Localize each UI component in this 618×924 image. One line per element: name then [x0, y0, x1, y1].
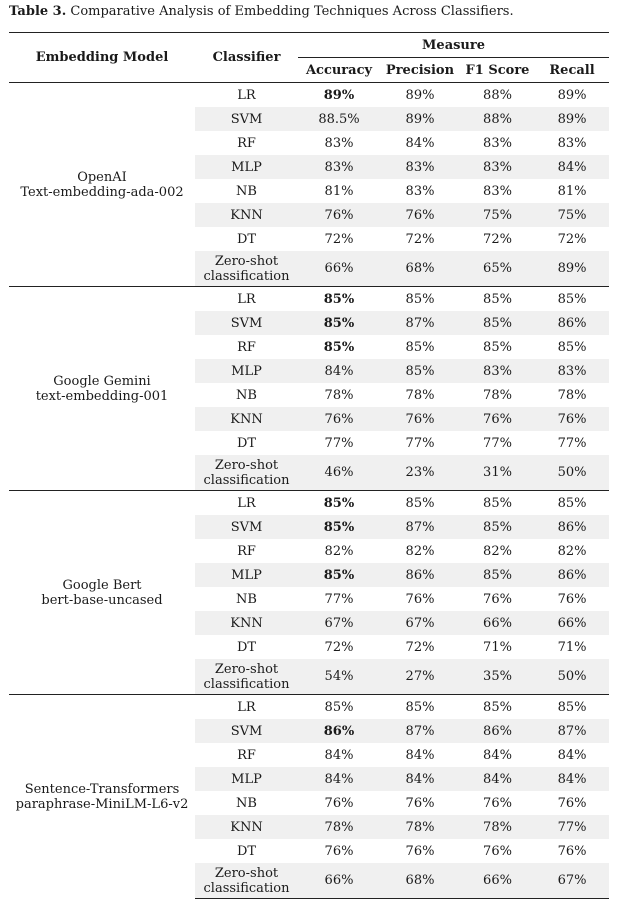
classifier-name: KNN	[230, 819, 263, 835]
precision-cell: 23%	[380, 455, 460, 491]
classifier-name: classification	[203, 268, 290, 284]
classifier-cell	[195, 611, 298, 635]
recall-cell: 85%	[535, 695, 609, 720]
recall-cell: 77%	[557, 435, 587, 451]
accuracy-cell: 77%	[324, 591, 354, 607]
precision-cell: 87%	[380, 515, 460, 539]
accuracy-cell: 67%	[298, 611, 380, 635]
header-precision: Precision	[380, 58, 460, 83]
recall-cell: 67%	[535, 863, 609, 899]
recall-cell: 71%	[557, 639, 587, 655]
f1-score-cell: 85%	[483, 339, 512, 355]
recall-cell: 75%	[535, 203, 609, 227]
classifier-name: MLP	[231, 363, 262, 379]
recall-cell: 76%	[557, 591, 587, 607]
recall-cell: 84%	[535, 155, 609, 179]
accuracy-cell: 85%	[298, 491, 380, 516]
classifier-name: NB	[236, 591, 257, 607]
table-body	[9, 83, 609, 899]
recall-cell: 87%	[535, 719, 609, 743]
embedding-model-cell	[9, 287, 195, 491]
classifier-cell	[195, 179, 298, 203]
classifier-cell	[195, 203, 298, 227]
recall-cell: 84%	[557, 747, 587, 763]
classifier-cell	[195, 107, 298, 131]
header-measure: Measure	[298, 33, 609, 58]
f1-score-cell: 83%	[460, 359, 535, 383]
embedding-model-name: Google Gemini	[53, 373, 151, 389]
classifier-name: LR	[237, 291, 256, 307]
embedding-model-name: bert-base-uncased	[41, 592, 163, 608]
classifier-cell	[195, 659, 298, 695]
recall-cell: 82%	[557, 543, 587, 559]
classifier-cell	[195, 635, 298, 659]
classifier-name: classification	[203, 676, 290, 692]
f1-score-cell: 66%	[460, 611, 535, 635]
classifier-cell	[195, 695, 298, 720]
embedding-model-name: Google Bert	[62, 577, 142, 593]
accuracy-cell: 84%	[298, 359, 380, 383]
f1-score-cell: 76%	[483, 591, 512, 607]
recall-cell: 86%	[535, 311, 609, 335]
precision-cell: 84%	[405, 135, 435, 151]
f1-score-cell: 78%	[483, 387, 512, 403]
classifier-name: KNN	[230, 207, 263, 223]
recall-cell: 76%	[557, 843, 587, 859]
precision-cell: 85%	[405, 339, 435, 355]
recall-cell: 72%	[557, 231, 587, 247]
f1-score-cell: 76%	[483, 795, 512, 811]
classifier-name: classification	[203, 472, 290, 488]
recall-cell: 83%	[535, 359, 609, 383]
classifier-name: RF	[237, 339, 256, 355]
accuracy-cell: 78%	[298, 815, 380, 839]
accuracy-cell: 88.5%	[298, 107, 380, 131]
recall-cell: 85%	[535, 287, 609, 312]
recall-cell: 50%	[535, 659, 609, 695]
accuracy-cell: 85%	[298, 563, 380, 587]
precision-cell: 76%	[405, 591, 435, 607]
precision-cell: 68%	[380, 251, 460, 287]
classifier-name: MLP	[231, 567, 262, 583]
accuracy-cell: 83%	[324, 135, 354, 151]
classifier-cell	[195, 131, 298, 155]
classifier-name: classification	[203, 880, 290, 896]
f1-score-cell: 85%	[460, 287, 535, 312]
f1-score-cell: 77%	[483, 435, 512, 451]
table-row	[9, 83, 609, 108]
accuracy-cell: 85%	[298, 311, 380, 335]
classifier-name: LR	[237, 495, 256, 511]
precision-cell: 89%	[380, 83, 460, 108]
accuracy-cell: 85%	[298, 695, 380, 720]
classifier-name: MLP	[231, 159, 262, 175]
classifier-name: NB	[236, 387, 257, 403]
classifier-name: RF	[237, 747, 256, 763]
embedding-model-name: text-embedding-001	[35, 388, 169, 404]
f1-score-cell: 65%	[460, 251, 535, 287]
header-accuracy: Accuracy	[298, 58, 380, 83]
precision-cell: 72%	[405, 231, 435, 247]
f1-score-cell: 83%	[483, 183, 512, 199]
header-recall: Recall	[535, 58, 609, 83]
precision-cell: 83%	[405, 183, 435, 199]
classifier-name: RF	[237, 135, 256, 151]
accuracy-cell: 72%	[324, 231, 354, 247]
f1-score-cell: 83%	[483, 135, 512, 151]
classifier-name: KNN	[230, 615, 263, 631]
classifier-cell	[195, 863, 298, 899]
embedding-model-cell	[9, 83, 195, 287]
classifier-name: SVM	[230, 315, 263, 331]
f1-score-cell: 85%	[460, 695, 535, 720]
recall-cell: 85%	[557, 339, 587, 355]
embedding-model-name: OpenAI	[77, 169, 127, 185]
caption-text: Comparative Analysis of Embedding Techniques Across Classifiers.	[66, 4, 514, 19]
classifier-cell	[195, 251, 298, 287]
classifier-name: LR	[237, 87, 256, 103]
f1-score-cell: 75%	[460, 203, 535, 227]
precision-cell: 77%	[405, 435, 435, 451]
f1-score-cell: 78%	[460, 815, 535, 839]
classifier-cell	[195, 155, 298, 179]
classifier-name: NB	[236, 183, 257, 199]
classifier-name: SVM	[230, 723, 263, 739]
classifier-cell	[195, 83, 298, 108]
table-row	[9, 491, 609, 516]
classifier-name: LR	[237, 699, 256, 715]
classifier-name: SVM	[230, 519, 263, 535]
classifier-name: SVM	[230, 111, 263, 127]
accuracy-cell: 82%	[324, 543, 354, 559]
classifier-cell	[195, 491, 298, 516]
classifier-name: DT	[236, 231, 257, 247]
header-f1-score: F1 Score	[460, 58, 535, 83]
table-caption	[9, 3, 514, 21]
f1-score-cell: 85%	[460, 515, 535, 539]
precision-cell: 76%	[405, 843, 435, 859]
precision-cell: 82%	[405, 543, 435, 559]
precision-cell: 85%	[380, 287, 460, 312]
accuracy-cell: 54%	[298, 659, 380, 695]
classifier-name: RF	[237, 543, 256, 559]
classifier-cell	[195, 311, 298, 335]
accuracy-cell: 46%	[298, 455, 380, 491]
embedding-model-name: Text-embedding-ada-002	[20, 184, 184, 200]
accuracy-cell: 76%	[298, 407, 380, 431]
accuracy-cell: 84%	[298, 767, 380, 791]
embedding-model-cell	[9, 491, 195, 695]
classifier-cell	[195, 839, 298, 863]
f1-score-cell: 83%	[460, 155, 535, 179]
classifier-cell	[195, 743, 298, 767]
accuracy-cell: 76%	[324, 795, 354, 811]
embedding-model-name: paraphrase-MiniLM-L6-v2	[15, 796, 189, 812]
classifier-cell	[195, 815, 298, 839]
classifier-name: NB	[236, 795, 257, 811]
f1-score-cell: 85%	[460, 491, 535, 516]
header-embedding-model: Embedding Model	[9, 33, 195, 83]
recall-cell: 86%	[535, 563, 609, 587]
table-row	[9, 695, 609, 720]
recall-cell: 81%	[557, 183, 587, 199]
precision-cell: 84%	[380, 767, 460, 791]
classifier-cell	[195, 587, 298, 611]
f1-score-cell: 84%	[483, 747, 512, 763]
embedding-model-cell	[9, 695, 195, 899]
precision-cell: 72%	[405, 639, 435, 655]
classifier-cell	[195, 791, 298, 815]
classifier-name: MLP	[231, 771, 262, 787]
classifier-cell	[195, 431, 298, 455]
classifier-cell	[195, 515, 298, 539]
precision-cell: 76%	[380, 203, 460, 227]
accuracy-cell: 76%	[298, 203, 380, 227]
embedding-model-name: Sentence-Transformers	[24, 781, 180, 797]
accuracy-cell: 66%	[298, 251, 380, 287]
recall-cell: 84%	[535, 767, 609, 791]
f1-score-cell: 88%	[460, 107, 535, 131]
recall-cell: 78%	[557, 387, 587, 403]
precision-cell: 84%	[405, 747, 435, 763]
accuracy-cell: 85%	[298, 515, 380, 539]
accuracy-cell: 85%	[323, 339, 355, 355]
accuracy-cell: 72%	[324, 639, 354, 655]
precision-cell: 89%	[380, 107, 460, 131]
classifier-name: DT	[236, 435, 257, 451]
classifier-cell	[195, 335, 298, 359]
classifier-name: KNN	[230, 411, 263, 427]
accuracy-cell: 89%	[298, 83, 380, 108]
classifier-cell	[195, 539, 298, 563]
recall-cell: 77%	[535, 815, 609, 839]
precision-cell: 83%	[380, 155, 460, 179]
recall-cell: 50%	[535, 455, 609, 491]
recall-cell: 86%	[535, 515, 609, 539]
recall-cell: 76%	[535, 407, 609, 431]
classifier-cell	[195, 407, 298, 431]
precision-cell: 87%	[380, 719, 460, 743]
f1-score-cell: 66%	[460, 863, 535, 899]
recall-cell: 89%	[535, 83, 609, 108]
classifier-cell	[195, 455, 298, 491]
classifier-cell	[195, 287, 298, 312]
f1-score-cell: 76%	[483, 843, 512, 859]
precision-cell: 85%	[380, 695, 460, 720]
f1-score-cell: 88%	[460, 83, 535, 108]
accuracy-cell: 84%	[324, 747, 354, 763]
f1-score-cell: 72%	[483, 231, 512, 247]
f1-score-cell: 84%	[460, 767, 535, 791]
accuracy-cell: 81%	[324, 183, 354, 199]
f1-score-cell: 86%	[460, 719, 535, 743]
precision-cell: 67%	[380, 611, 460, 635]
f1-score-cell: 85%	[460, 563, 535, 587]
classifier-cell	[195, 563, 298, 587]
f1-score-cell: 31%	[460, 455, 535, 491]
recall-cell: 66%	[535, 611, 609, 635]
classifier-cell	[195, 719, 298, 743]
accuracy-cell: 78%	[324, 387, 354, 403]
precision-cell: 87%	[380, 311, 460, 335]
header-classifier: Classifier	[195, 33, 298, 83]
precision-cell: 86%	[380, 563, 460, 587]
classifier-cell	[195, 227, 298, 251]
precision-cell: 78%	[405, 387, 435, 403]
precision-cell: 76%	[405, 795, 435, 811]
recall-cell: 89%	[535, 107, 609, 131]
recall-cell: 76%	[557, 795, 587, 811]
classifier-name: DT	[236, 639, 257, 655]
accuracy-cell: 86%	[298, 719, 380, 743]
accuracy-cell: 83%	[298, 155, 380, 179]
accuracy-cell: 66%	[298, 863, 380, 899]
recall-cell: 89%	[535, 251, 609, 287]
accuracy-cell: 85%	[298, 287, 380, 312]
precision-cell: 68%	[380, 863, 460, 899]
classifier-name: DT	[236, 843, 257, 859]
f1-score-cell: 82%	[483, 543, 512, 559]
f1-score-cell: 71%	[483, 639, 512, 655]
classifier-name: Zero-shot	[214, 865, 279, 881]
accuracy-cell: 76%	[324, 843, 354, 859]
classifier-name: Zero-shot	[214, 457, 279, 473]
classifier-name: Zero-shot	[214, 253, 279, 269]
classifier-cell	[195, 767, 298, 791]
caption-label: Table 3.	[9, 4, 67, 19]
comparison-table	[9, 32, 609, 899]
precision-cell: 27%	[380, 659, 460, 695]
recall-cell: 85%	[535, 491, 609, 516]
accuracy-cell: 77%	[324, 435, 354, 451]
precision-cell: 76%	[380, 407, 460, 431]
precision-cell: 85%	[380, 491, 460, 516]
precision-cell: 85%	[380, 359, 460, 383]
f1-score-cell: 85%	[460, 311, 535, 335]
precision-cell: 78%	[380, 815, 460, 839]
table-row	[9, 287, 609, 312]
classifier-name: Zero-shot	[214, 661, 279, 677]
classifier-cell	[195, 383, 298, 407]
table-header	[9, 33, 609, 83]
f1-score-cell: 35%	[460, 659, 535, 695]
recall-cell: 83%	[557, 135, 587, 151]
f1-score-cell: 76%	[460, 407, 535, 431]
classifier-cell	[195, 359, 298, 383]
